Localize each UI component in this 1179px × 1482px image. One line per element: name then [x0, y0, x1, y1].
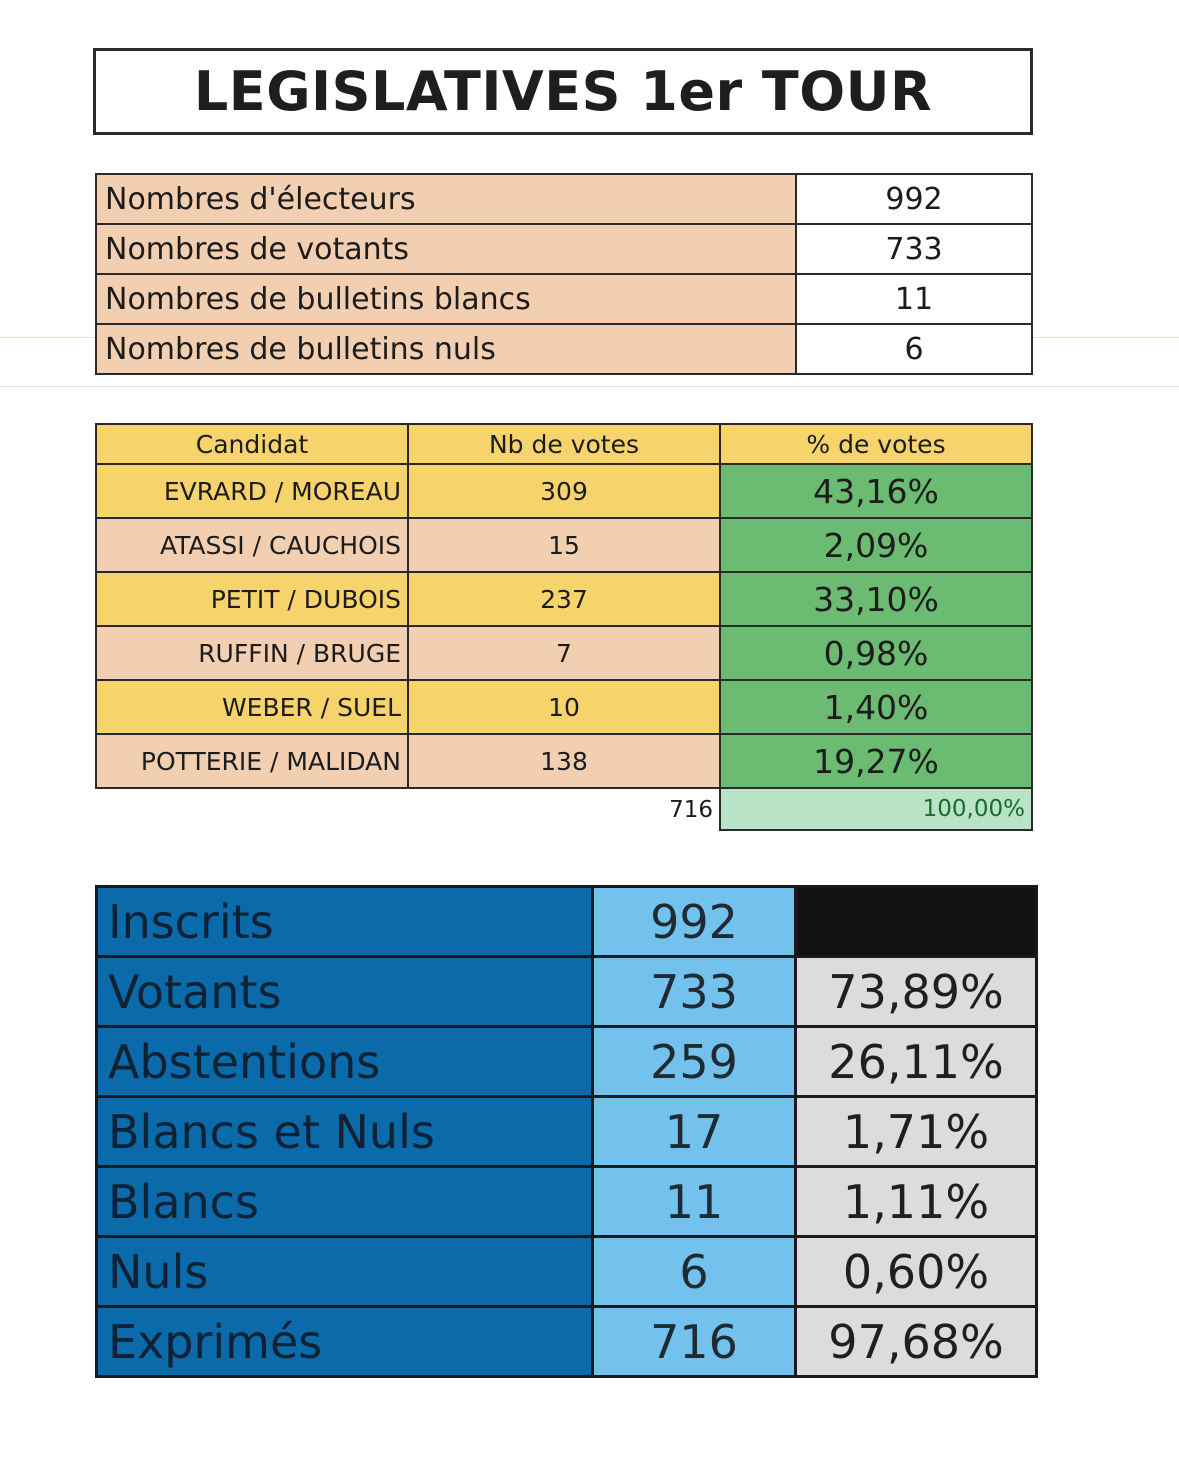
- stats-label: Inscrits: [97, 887, 593, 957]
- stats-row: [97, 1097, 1037, 1167]
- candidate-pct: 0,98%: [720, 626, 1032, 680]
- scan-artifact-line: [0, 386, 1179, 387]
- total-pct: 100,00%: [720, 788, 1032, 830]
- stats-label: Nuls: [97, 1237, 593, 1307]
- stats-pct: 1,11%: [796, 1167, 1037, 1237]
- stats-value: 6: [593, 1237, 796, 1307]
- stats-label: Blancs: [97, 1167, 593, 1237]
- summary-row: [96, 174, 1032, 224]
- stats-value: 992: [593, 887, 796, 957]
- stats-value: 259: [593, 1027, 796, 1097]
- candidate-votes: 138: [408, 734, 720, 788]
- candidate-pct: 2,09%: [720, 518, 1032, 572]
- stats-row: [97, 1167, 1037, 1237]
- candidate-row: [96, 464, 1032, 518]
- candidate-votes: 7: [408, 626, 720, 680]
- stats-pct: [796, 887, 1037, 957]
- summary-row: [96, 224, 1032, 274]
- stats-row: [97, 957, 1037, 1027]
- stats-pct: 26,11%: [796, 1027, 1037, 1097]
- summary-table: [95, 173, 1033, 375]
- summary-label: Nombres de votants: [96, 224, 796, 274]
- stats-value: 733: [593, 957, 796, 1027]
- candidate-votes: 237: [408, 572, 720, 626]
- candidate-name: RUFFIN / BRUGE: [96, 626, 408, 680]
- candidate-row: [96, 680, 1032, 734]
- stats-value: 716: [593, 1307, 796, 1377]
- stats-row: [97, 1237, 1037, 1307]
- stats-label: Abstentions: [97, 1027, 593, 1097]
- stats-row: [97, 1027, 1037, 1097]
- candidate-row: [96, 734, 1032, 788]
- title-box: [93, 48, 1033, 135]
- header-pct: % de votes: [720, 424, 1032, 464]
- summary-value: 11: [796, 274, 1032, 324]
- candidate-name: POTTERIE / MALIDAN: [96, 734, 408, 788]
- summary-label: Nombres d'électeurs: [96, 174, 796, 224]
- candidate-votes: 309: [408, 464, 720, 518]
- stats-label: Votants: [97, 957, 593, 1027]
- candidates-total-row: [96, 788, 1032, 830]
- summary-label: Nombres de bulletins nuls: [96, 324, 796, 374]
- stats-pct: 0,60%: [796, 1237, 1037, 1307]
- candidate-row: [96, 626, 1032, 680]
- summary-value: 992: [796, 174, 1032, 224]
- stats-value: 17: [593, 1097, 796, 1167]
- page-title: LEGISLATIVES 1er TOUR: [193, 60, 933, 123]
- summary-value: 733: [796, 224, 1032, 274]
- candidate-row: [96, 518, 1032, 572]
- stats-row: [97, 887, 1037, 957]
- candidate-row: [96, 572, 1032, 626]
- stats-label: Blancs et Nuls: [97, 1097, 593, 1167]
- stats-row: [97, 1307, 1037, 1377]
- summary-label: Nombres de bulletins blancs: [96, 274, 796, 324]
- candidate-pct: 43,16%: [720, 464, 1032, 518]
- candidate-name: EVRARD / MOREAU: [96, 464, 408, 518]
- candidates-table: [95, 423, 1033, 831]
- stats-pct: 73,89%: [796, 957, 1037, 1027]
- summary-row: [96, 324, 1032, 374]
- candidate-votes: 15: [408, 518, 720, 572]
- candidate-name: ATASSI / CAUCHOIS: [96, 518, 408, 572]
- stats-table: [95, 885, 1038, 1378]
- header-candidat: Candidat: [96, 424, 408, 464]
- stats-pct: 1,71%: [796, 1097, 1037, 1167]
- stats-pct: 97,68%: [796, 1307, 1037, 1377]
- total-spacer: [96, 788, 408, 830]
- summary-row: [96, 274, 1032, 324]
- candidate-name: PETIT / DUBOIS: [96, 572, 408, 626]
- summary-value: 6: [796, 324, 1032, 374]
- candidate-name: WEBER / SUEL: [96, 680, 408, 734]
- candidate-pct: 33,10%: [720, 572, 1032, 626]
- stats-value: 11: [593, 1167, 796, 1237]
- total-votes: 716: [408, 788, 720, 830]
- candidate-pct: 19,27%: [720, 734, 1032, 788]
- candidates-header-row: [96, 424, 1032, 464]
- candidate-pct: 1,40%: [720, 680, 1032, 734]
- candidate-votes: 10: [408, 680, 720, 734]
- header-votes: Nb de votes: [408, 424, 720, 464]
- stats-label: Exprimés: [97, 1307, 593, 1377]
